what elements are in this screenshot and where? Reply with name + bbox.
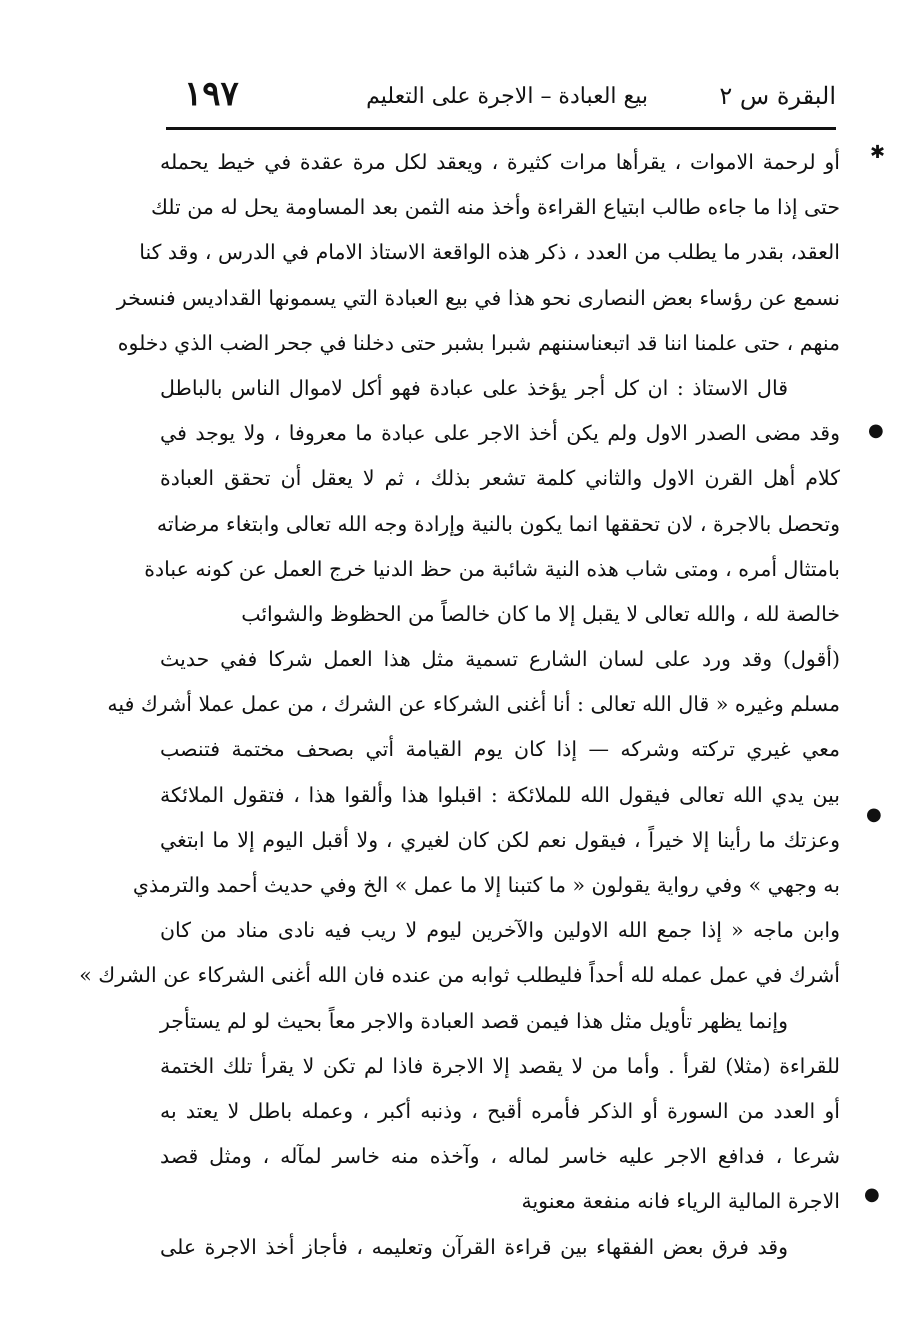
text-line: بامتثال أمره ، ومتى شاب هذه النية شائبة من حظ الدنيا خرج العمل عن كونه عبادة: [144, 556, 840, 581]
text-line: وقد فرق بعض الفقهاء بين قراءة القرآن وتعليمه ، فأجاز أخذ الاجرة على: [160, 1234, 788, 1259]
text-line: معي غيري تركته وشركه — إذا كان يوم القيامة أتي بصحف مختمة فتنصب: [160, 737, 840, 762]
margin-mark-icon: ●: [866, 804, 882, 825]
text-line: وتحصل بالاجرة ، لان تحققها انما يكون بالنية وإرادة وجه الله تعالى وابتغاء مرضاته: [156, 511, 840, 536]
text-line: الاجرة المالية الرياء فانه منفعة معنوية: [521, 1189, 840, 1214]
text-line: العقد، بقدر ما يطلب من العدد ، ذكر هذه الواقعة الاستاذ الامام في الدرس ، وقد كنا: [139, 240, 840, 265]
text-line: وإنما يظهر تأويل مثل هذا فيمن قصد العبادة والاجر معاً بحيث لو لم يستأجر: [160, 1008, 788, 1033]
text-line: حتى إذا ما جاءه طالب ابتياع القراءة وأخذ منه الثمن بعد المساومة يحل له من تلك: [150, 195, 840, 220]
text-line: أو لرحمة الاموات ، يقرأها مرات كثيرة ، ويعقد لكل مرة عقدة في خيط يحمله: [160, 150, 840, 174]
text-line: وابن ماجه « إذا جمع الله الاولين والآخرين ليوم لا ريب فيه نادى مناد من كان: [160, 918, 840, 943]
text-line: كلام أهل القرن الاول والثاني كلمة تشعر بذلك ، ثم لا يعقل أن تحقق العبادة: [160, 466, 840, 491]
text-line: نسمع عن رؤساء بعض النصارى نحو هذا في بيع العبادة التي يسمونها القداديس فنسخر: [116, 285, 840, 310]
text-line: شرعا ، فدافع الاجر عليه خاسر لماله ، وآخذه منه خاسر لمآله ، ومثل قصد: [160, 1144, 840, 1169]
header-divider: [166, 127, 836, 130]
text-line: (أقول) وقد ورد على لسان الشارع تسمية مثل هذا العمل شركا ففي حديث: [160, 647, 840, 672]
header-chapter: البقرة س ٢: [719, 82, 836, 110]
text-line: منهم ، حتى علمنا اننا قد اتبعناسننهم شبرا بشبر حتى دخلنا في جحر الضب الذي دخلوه: [117, 330, 840, 355]
text-line: خالصة لله ، والله تعالى لا يقبل إلا ما كان خالصاً من الحظوظ والشوائب: [241, 601, 840, 626]
text-line: أو العدد من السورة أو الذكر فأمره أقبح ، وذنبه أكبر ، وعمله باطل لا يعتد به: [160, 1098, 840, 1123]
header-title: بيع العبادة – الاجرة على التعليم: [366, 84, 648, 109]
margin-mark-icon: ✱: [870, 142, 886, 163]
body-text: [79, 140, 840, 1270]
text-line: به وجهي » وفي رواية يقولون « ما كتبنا إلا ما عمل » الخ وفي حديث أحمد والترمذي: [132, 873, 840, 897]
margin-mark-icon: ●: [868, 420, 884, 441]
margin-mark-icon: ●: [864, 1184, 880, 1205]
text-line: وقد مضى الصدر الاول ولم يكن أخذ الاجر على عبادة ما معروفا ، ولا يوجد في: [160, 421, 840, 446]
text-line: قال الاستاذ : ان كل أجر يؤخذ على عبادة فهو أكل لاموال الناس بالباطل: [160, 375, 788, 400]
text-line: مسلم وغيره « قال الله تعالى : أنا أغنى الشركاء عن الشرك ، من عمل عملا أشرك فيه: [107, 692, 840, 717]
text-line: وعزتك ما رأينا إلا خيراً ، فيقول نعم لكن كان لغيري ، ولا أقبل اليوم إلا ما ابتغي: [160, 827, 840, 852]
text-line: للقراءة (مثلا) لقرأ . وأما من لا يقصد إلا الاجرة فاذا لم تكن لا يقرأ تلك الختمة: [160, 1053, 840, 1078]
text-line: بين يدي الله تعالى فيقول الله للملائكة : اقبلوا هذا وألقوا هذا ، فتقول الملائكة: [160, 782, 840, 807]
text-line: أشرك في عمل عمله لله أحداً فليطلب ثوابه من عنده فان الله أغنى الشركاء عن الشرك »: [79, 963, 840, 988]
page-number: ١٩٧: [184, 74, 239, 114]
page-header: [158, 72, 836, 124]
